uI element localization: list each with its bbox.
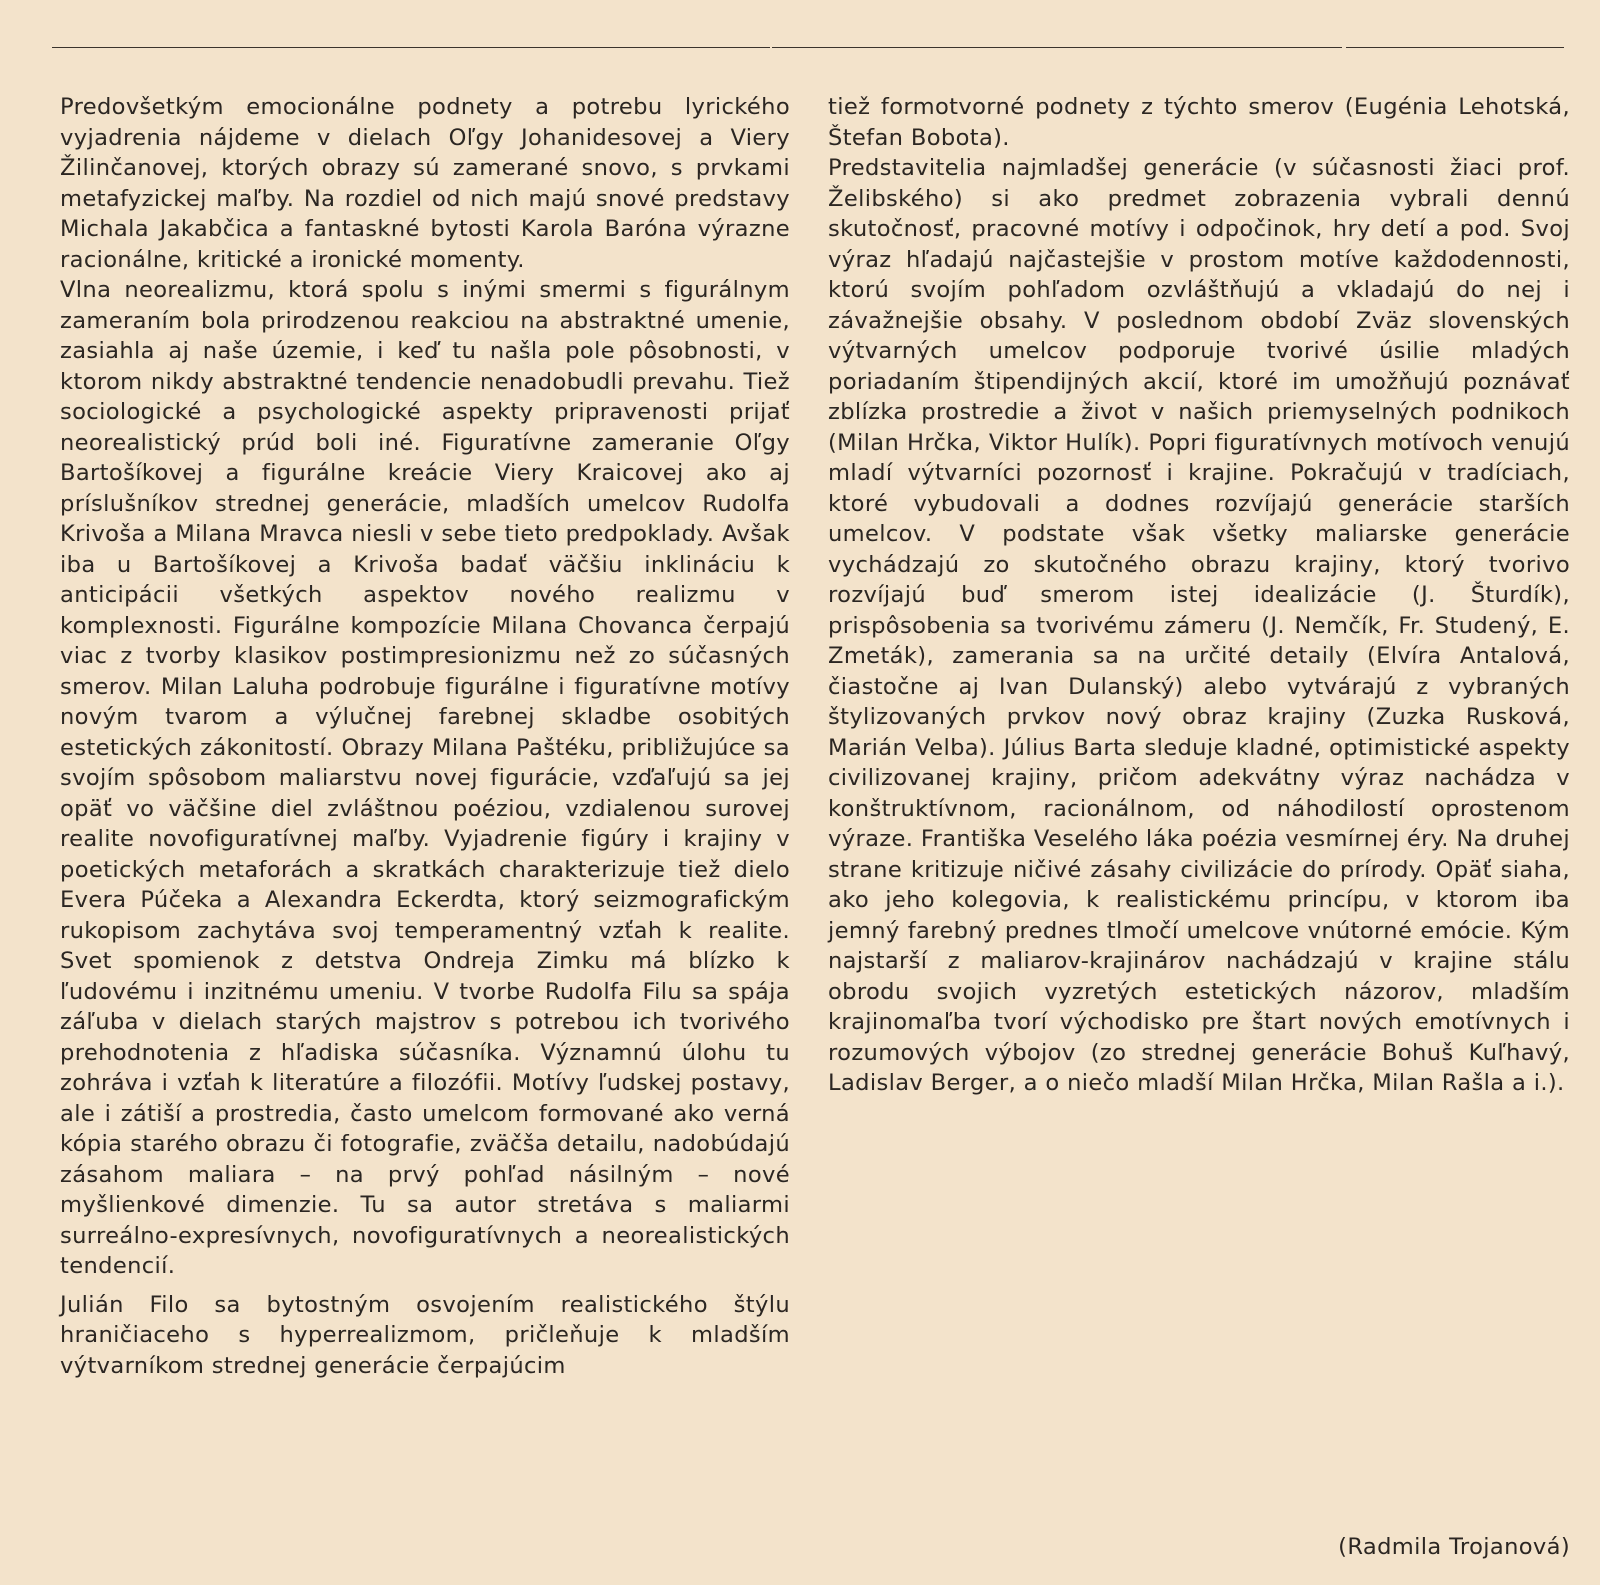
paragraph-continuation: tiež formotvorné podnety z týchto smerov (Eugénia Lehotská, Štefan Bobota). [828,94,1570,151]
paragraph-emotional-stimuli: Predovšetkým emocionálne podnety a potrebu lyrického vyjadrenia nájdeme v dielach Oľgy Johanidesovej a Viery Žilinčanovej, ktorých obrazy sú zamerané snovo, s prvkami metafyzickej maľby. Na rozdiel od nich majú snové predstavy Michala Jakabčica a fantaskné bytosti Karola Baróna výrazne racionálne, kritické a ironické momenty. [60,94,790,273]
paragraph-neorealism: Vlna neorealizmu, ktorá spolu s inými smermi s figurálnym zameraním bola prirodzenou reakciou na abstraktné umenie, zasiahla aj naše územie, i keď tu našla pole pôsobnosti, v ktorom nikdy abstraktné tendencie nenadobudli prevahu. Tiež sociologické a psychologické aspekty pripravenosti prijať neorealistický prúd boli iné. Figuratívne zameranie Oľgy Bartošíkovej a figurálne kreácie Viery Kraicovej ako aj príslušníkov strednej generácie, mladších umelcov Rudolfa Krivoša a Milana Mravca niesli v sebe tieto predpoklady. Avšak iba u Bartošíkovej a Krivoša badať väčšiu inklináciu k anticipácii všetkých aspektov nového realizmu v komplexnosti. Figurálne kompozície Milana Chovanca čerpajú viac z tvorby klasikov postimpresionizmu než zo súčasných smerov. Milan Laluha podrobuje figurálne i figuratívne motívy novým tvarom a výlučnej farebnej skladbe osobitých estetických zákonitostí. Obrazy Milana Paštéku, približujúce sa svojím spôsobom maliarstvu novej figurácie, vzďaľujú sa jej opäť vo väčšine diel zvláštnou poéziou, vzdialenou surovej realite novofiguratívnej maľby. Vyjadrenie figúry i krajiny v poetických metaforách a skratkách charakterizuje tiež dielo Evera Púčeka a Alexandra Eckerdta, ktorý seizmografickým rukopisom zachytáva svoj temperamentný vzťah k realite. Svet spomienok z detstva Ondreja Zimku má blízko k ľudovému i inzitnému umeniu. V tvorbe Rudolfa Filu sa spája záľuba v dielach starých majstrov s potrebou ich tvorivého prehodnotenia z hľadiska súčasníka. Významnú úlohu tu zohráva i vzťah k literatúre a filozófii. Motívy ľudskej postavy, ale i zátiší a prostredia, často umelcom formované ako verná kópia starého obrazu či fotografie, zväčša detailu, nadobúdajú zásahom maliara – na prvý pohľad násilným – nové myšlienkové dimenzie. Tu sa autor stretáva s maliarmi surreálno-expresívnych, novofiguratívnych a neorealistických tendencií. [60,277,790,1279]
right-column [828,92,1570,1099]
paragraph-julian-filo: Julián Filo sa bytostným osvojením realistického štýlu hraničiaceho s hyperrealizmom, pričleňuje k mladším výtvarníkom strednej generácie čerpajúcim [60,1291,790,1379]
paragraph-youngest-generation: Predstavitelia najmladšej generácie (v súčasnosti žiaci prof. Želibského) si ako predmet zobrazenia vybrali dennú skutočnosť, pracovné motívy i odpočinok, hry detí a pod. Svoj výraz hľadajú najčastejšie v prostom motíve každodennosti, ktorú svojím pohľadom ozvláštňujú a vkladajú do nej i závažnejšie obsahy. V poslednom období Zväz slovenských výtvarných umelcov podporuje tvorivé úsilie mladých poriadaním štipendijných akcií, ktoré im umožňujú poznávať zblízka prostredie a život v našich priemyselných podnikoch (Milan Hrčka, Viktor Hulík). Popri figuratívnych motívoch venujú mladí výtvarníci pozornosť i krajine. Pokračujú v tradíciach, ktoré vybudovali a dodnes rozvíjajú generácie starších umelcov. V podstate však všetky maliarske generácie vychádzajú zo skutočného obrazu krajiny, ktorý tvorivo rozvíjajú buď smerom istej idealizácie (J. Šturdík), prispôsobenia sa tvorivému zámeru (J. Nemčík, Fr. Studený, E. Zmeták), zamerania sa na určité detaily (Elvíra Antalová, čiastočne aj Ivan Dulanský) alebo vytvárajú z vybraných štylizovaných prvkov nový obraz krajiny (Zuzka Rusková, Marián Velba). Július Barta sleduje kladné, optimistické aspekty civilizovanej krajiny, pričom adekvátny výraz nachádza v konštruktívnom, racionálnom, od náhodilostí oprostenom výraze. Františka Veselého láka poézia vesmírnej éry. Na druhej strane kritizuje ničivé zásahy civilizácie do prírody. Opäť siaha, ako jeho kolegovia, k realistickému princípu, v ktorom iba jemný farebný prednes tlmočí umelcove vnútorné emócie. Kým najstarší z maliarov-krajinárov nachádzajú v krajine stálu obrodu svojich vyzretých estetických názorov, mladším krajinomaľba tvorí východisko pre štart nových emotívnych i rozumových výbojov (zo strednej generácie Bohuš Kuľhavý, Ladislav Berger, a o niečo mladší Milan Hrčka, Milan Rašla a i.). [828,155,1570,1096]
header-rule-right [1346,47,1564,48]
author-signature: (Radmila Trojanová) [1338,1534,1570,1560]
header-rule-left [52,47,770,48]
header-rule-middle [772,47,1342,48]
left-column [60,92,790,1381]
